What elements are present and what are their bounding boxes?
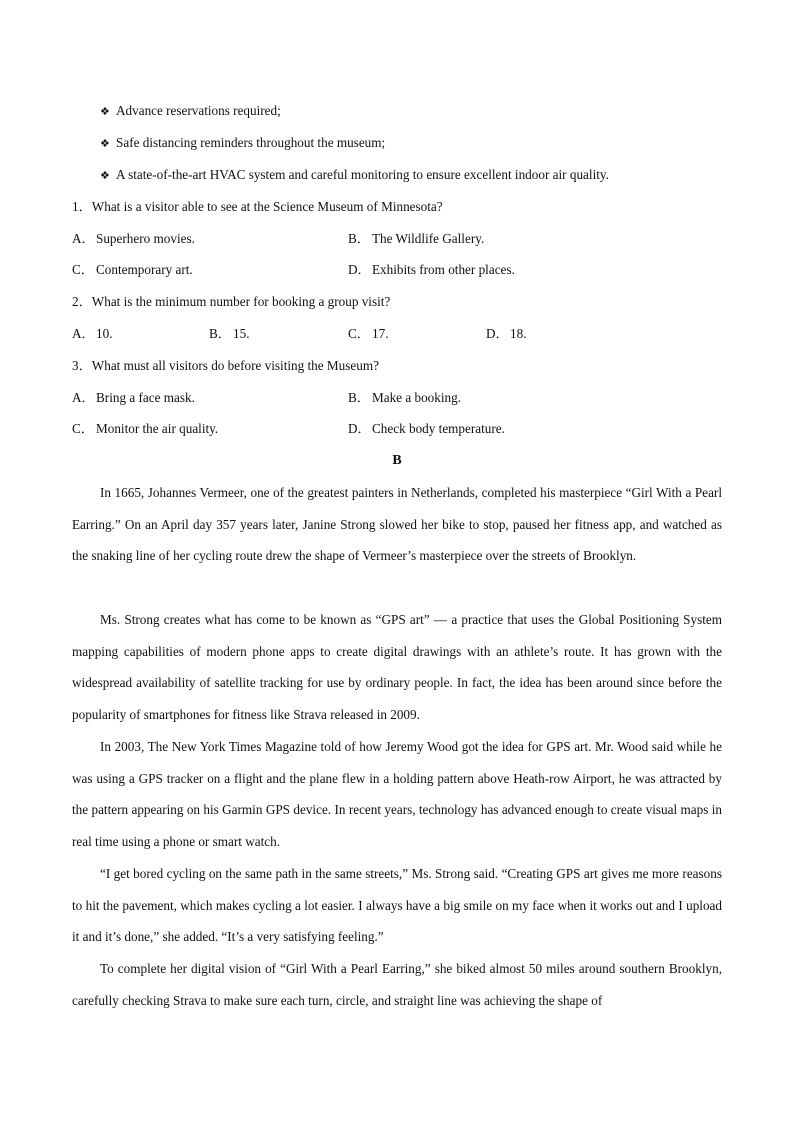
question-2-text: 2．What is the minimum number for booking a group visit? — [72, 294, 391, 309]
question-2-option-b: B． 15. — [209, 326, 250, 341]
bullet-diamond-icon: ❖ — [100, 137, 110, 150]
question-2-option-d: D．18. — [486, 326, 527, 341]
question-2-option-c: C． 17. — [348, 326, 389, 341]
question-3-option-c: C． Monitor the air quality. — [72, 421, 219, 436]
question-1-option-c: C． Contemporary art. — [72, 262, 193, 277]
passage-paragraph-4: “I get bored cycling on the same path in the same streets,” Ms. Strong said. “Creating GPS art gives me more reasons to hit the pavement, which makes cycling a lot easier. I always have a big smile on my face when it works out and I upload it and it’s done,” she added. “It’s a very satisfying feeling.” — [72, 866, 722, 945]
bullet-item: ❖ A state-of-the-art HVAC system and careful monitoring to ensure excellent indoor air quality. — [100, 167, 609, 182]
question-3-option-a: A．Bring a face mask. — [72, 390, 195, 405]
question-1-option-b: B． The Wildlife Gallery. — [348, 231, 485, 246]
section-b-title: B — [392, 453, 402, 468]
question-3-text: 3．What must all visitors do before visiting the Museum? — [72, 358, 379, 373]
passage-paragraph-1: In 1665, Johannes Vermeer, one of the greatest painters in Netherlands, completed his masterpiece “Girl With a Pearl Earring.” On an April day 357 years later, Janine Strong slowed her bike to stop, paused her fitness app, and watched as the snaking line of her cycling route drew the shape of Vermeer’s masterpiece over the streets of Brooklyn. — [72, 485, 722, 564]
bullet-diamond-icon: ❖ — [100, 105, 110, 118]
question-2-option-a: A．10. — [72, 326, 113, 341]
bullet-diamond-icon: ❖ — [100, 169, 110, 182]
question-1-text: 1．What is a visitor able to see at the Science Museum of Minnesota? — [72, 199, 443, 214]
passage-paragraph-3: In 2003, The New York Times Magazine told of how Jeremy Wood got the idea for GPS art. Mr. Wood said while he was using a GPS tracker on a flight and the plane flew in a holding pattern above Heath-row Airport, he was attracted by the pattern appearing on his Garmin GPS device. In recent years, technology has advanced enough to create visual maps in real time using a phone or smart watch. — [72, 739, 722, 850]
bullet-item: ❖ Safe distancing reminders throughout the museum; — [100, 135, 386, 150]
question-1-option-a: A．Superhero movies. — [72, 231, 195, 246]
passage-paragraph-5: To complete her digital vision of “Girl With a Pearl Earring,” she biked almost 50 miles around southern Brooklyn, carefully checking Strava to make sure each turn, circle, and straight line was achieving the shape of — [72, 961, 722, 1008]
question-3-option-b: B． Make a booking. — [348, 390, 461, 405]
question-3-option-d: D．Check body temperature. — [348, 421, 505, 436]
bullet-item: ❖ Advance reservations required; — [100, 103, 281, 118]
question-1-option-d: D．Exhibits from other places. — [348, 262, 515, 277]
passage-paragraph-2: Ms. Strong creates what has come to be known as “GPS art” — a practice that uses the Global Positioning System mapping capabilities of modern phone apps to create digital drawings with an athlete’s route. It has grown with the widespread availability of satellite tracking for use by ordinary people. In fact, the idea has been around since before the popularity of smartphones for fitness like Strava released in 2009. — [72, 612, 722, 723]
